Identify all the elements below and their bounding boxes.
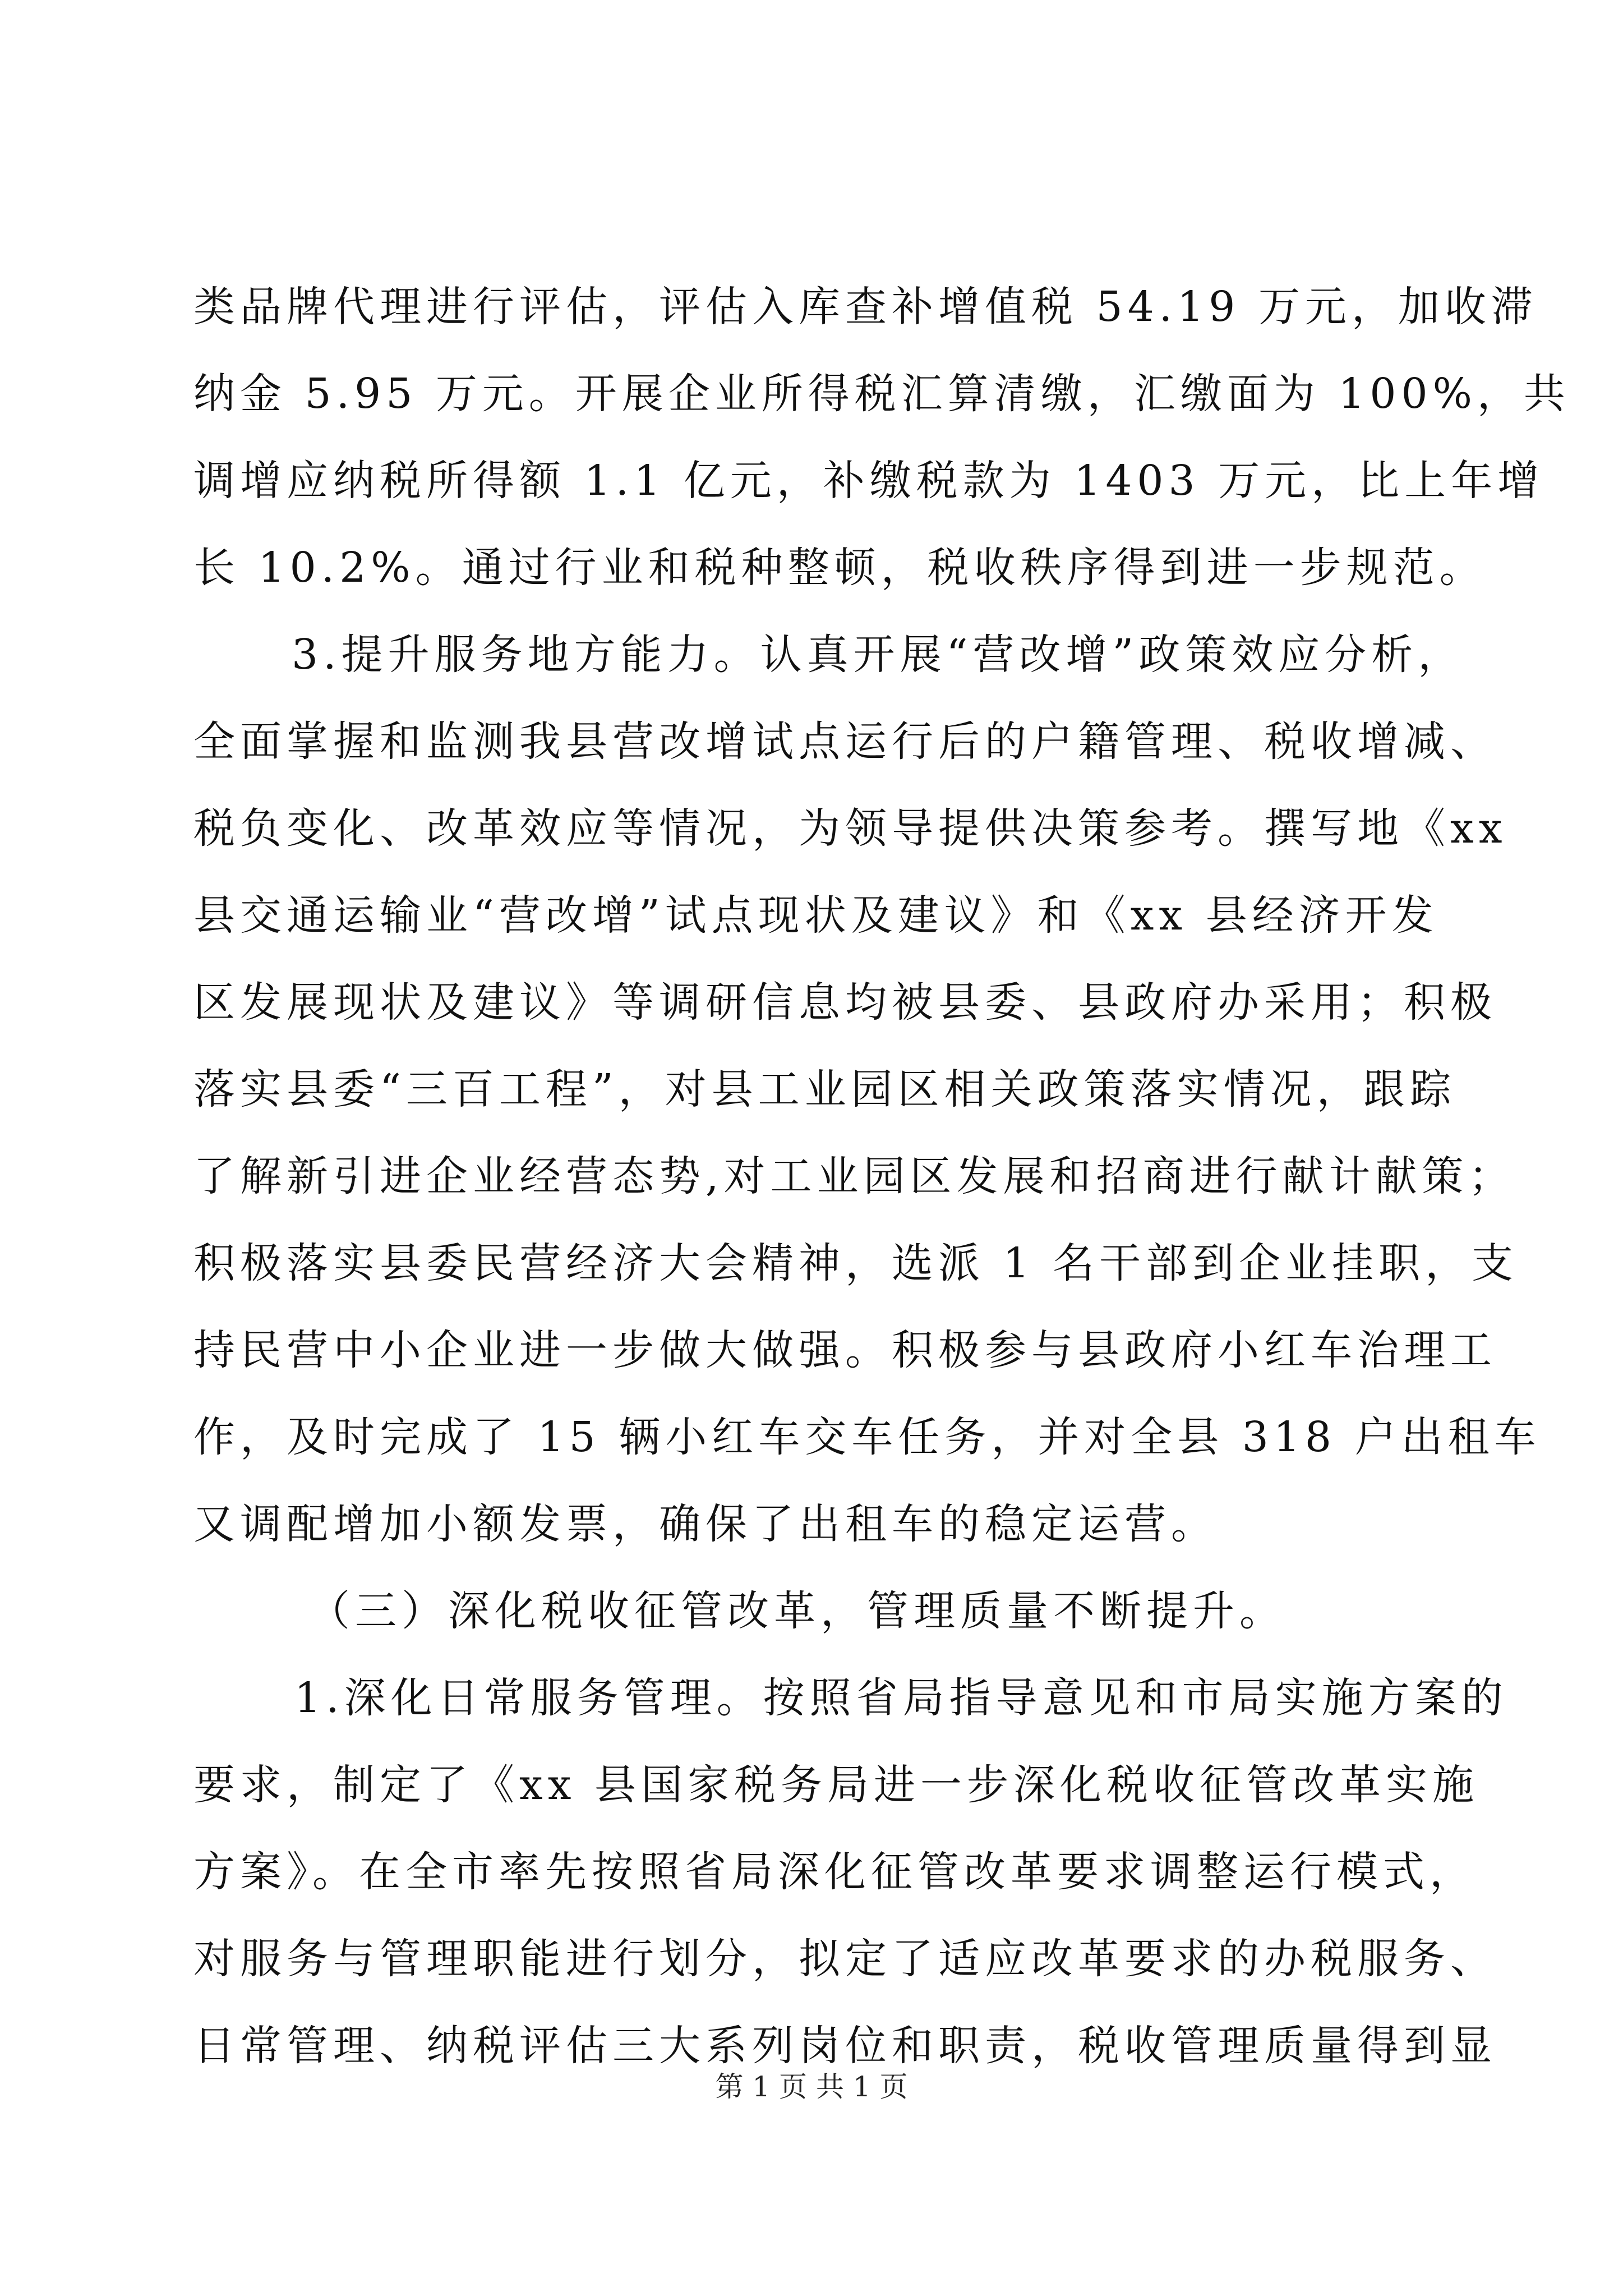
text-line: 作，及时完成了 15 辆小红车交车任务，并对全县 318 户出租车	[193, 1413, 1541, 1461]
text-line: 区发展现状及建议》等调研信息均被县委、县政府办采用；积极	[193, 978, 1497, 1027]
text-line: 1.深化日常服务管理。按照省局指导意见和市局实施方案的	[294, 1674, 1508, 1722]
text-line: 又调配增加小额发票，确保了出租车的稳定运营。	[193, 1500, 1218, 1548]
text-line: 落实县委“三百工程”，对县工业园区相关政策落实情况，跟踪	[193, 1065, 1456, 1114]
text-line: 对服务与管理职能进行划分，拟定了适应改革要求的办税服务、	[193, 1935, 1497, 1983]
text-line: 要求，制定了《xx 县国家税务局进一步深化税收征管改革实施	[193, 1761, 1479, 1809]
text-line: 持民营中小企业进一步做大做强。积极参与县政府小红车治理工	[193, 1326, 1497, 1374]
text-line: 了解新引进企业经营态势,对工业园区发展和招商进行献计献策；	[193, 1152, 1515, 1200]
text-line: 纳金 5.95 万元。开展企业所得税汇算清缴，汇缴面为 100%，共	[193, 370, 1570, 418]
text-line: 长 10.2%。通过行业和税种整顿，税收秩序得到进一步规范。	[193, 544, 1486, 592]
text-line: 日常管理、纳税评估三大系列岗位和职责，税收管理质量得到显	[193, 2022, 1497, 2070]
text-line: 调增应纳税所得额 1.1 亿元，补缴税款为 1403 万元，比上年增	[193, 457, 1544, 505]
text-line: 积极落实县委民营经济大会精神，选派 1 名干部到企业挂职，支	[193, 1239, 1519, 1287]
section-heading: （三）深化税收征管改革，管理质量不断提升。	[308, 1587, 1286, 1635]
page-number-footer: 第 1 页 共 1 页	[715, 2070, 908, 2103]
text-line: 3.提升服务地方能力。认真开展“营改增”政策效应分析，	[292, 631, 1465, 679]
document-body	[193, 264, 1570, 2090]
text-line: 全面掌握和监测我县营改增试点运行后的户籍管理、税收增减、	[193, 717, 1497, 766]
text-line: 类品牌代理进行评估，评估入库查补增值税 54.19 万元，加收滞	[193, 283, 1538, 331]
text-line: 方案》。在全市率先按照省局深化征管改革要求调整运行模式，	[193, 1848, 1476, 1896]
text-line: 县交通运输业“营改增”试点现状及建议》和《xx 县经济开发	[193, 891, 1438, 940]
text-line: 税负变化、改革效应等情况，为领导提供决策参考。撰写地《xx	[193, 804, 1507, 853]
